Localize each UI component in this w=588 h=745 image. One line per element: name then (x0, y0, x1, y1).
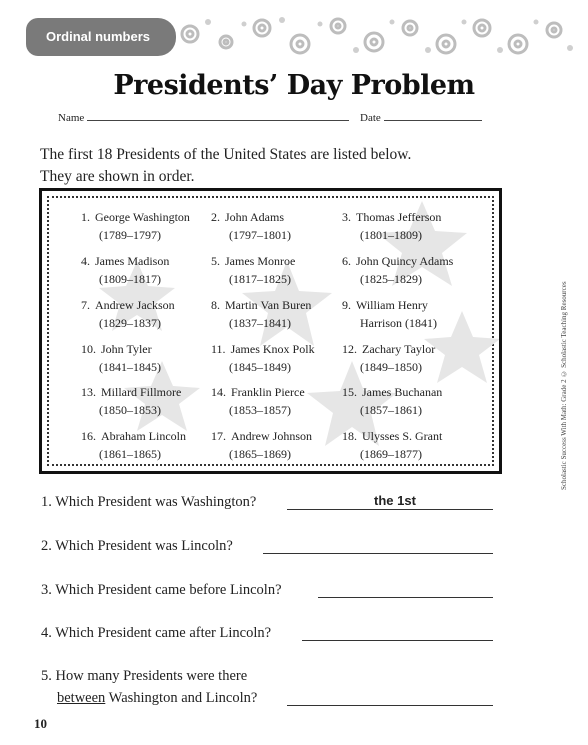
president-number: 11. (211, 342, 226, 356)
president-years: (1825–1829) (360, 272, 422, 286)
question-4: 4. Which President came after Lincoln? (41, 625, 272, 641)
president-entry (211, 427, 312, 463)
president-name: William Henry (356, 298, 428, 312)
question-5-rest: Washington and Lincoln? (105, 690, 258, 706)
president-entry (342, 252, 453, 288)
president-name: Andrew Jackson (95, 298, 175, 312)
intro-line-2: They are shown in order. (40, 168, 195, 185)
president-name: Millard Fillmore (101, 385, 182, 399)
president-name: Ulysses S. Grant (362, 429, 443, 443)
president-number: 17. (211, 429, 226, 443)
president-entry (211, 340, 315, 376)
president-entry (342, 208, 441, 244)
president-name: John Tyler (101, 342, 152, 356)
president-name: James Buchanan (362, 385, 443, 399)
president-years: (1801–1809) (360, 228, 422, 242)
swirl-decoration-icon (178, 14, 578, 56)
president-name: Zachary Taylor (362, 342, 436, 356)
president-years: (1865–1869) (229, 447, 291, 461)
between-word: between (57, 690, 106, 706)
answer-line-4[interactable] (302, 640, 493, 641)
president-years: (1789–1797) (99, 228, 161, 242)
president-name: Thomas Jefferson (356, 210, 442, 224)
president-number: 9. (342, 298, 351, 312)
president-years: (1797–1801) (229, 228, 291, 242)
side-credit: Scholastic Success With Math: Grade 2 © Scholastic Teaching Resources (560, 281, 568, 490)
president-years: (1861–1865) (99, 447, 161, 461)
page-number: 10 (34, 716, 47, 731)
name-label: Name (58, 112, 85, 124)
president-number: 2. (211, 210, 220, 224)
president-number: 14. (211, 385, 226, 399)
president-years: (1809–1817) (99, 272, 161, 286)
president-number: 10. (81, 342, 96, 356)
answer-line-3[interactable] (318, 597, 493, 598)
answer-line-5[interactable] (287, 705, 493, 706)
president-name: James Monroe (225, 254, 296, 268)
president-years: (1845–1849) (229, 360, 291, 374)
president-name: George Washington (95, 210, 190, 224)
answer-line-1[interactable] (287, 509, 493, 510)
president-name: James Madison (95, 254, 170, 268)
question-1: 1. Which President was Washington? (41, 494, 257, 510)
president-years: (1837–1841) (229, 316, 291, 330)
question-5-line-1: 5. How many Presidents were there (41, 668, 248, 684)
question-3: 3. Which President came before Lincoln? (41, 582, 282, 598)
president-name: Abraham Lincoln (101, 429, 186, 443)
president-name: John Quincy Adams (356, 254, 454, 268)
answer-1: the 1st (374, 493, 416, 508)
president-entry (211, 208, 291, 244)
president-name: John Adams (225, 210, 285, 224)
president-years: (1869–1877) (360, 447, 422, 461)
president-entry (81, 340, 161, 376)
date-line[interactable] (384, 110, 482, 121)
intro-text (40, 144, 411, 188)
president-entry (211, 383, 305, 419)
president-entry (81, 208, 190, 244)
president-entry (342, 296, 437, 332)
name-line[interactable] (87, 110, 349, 121)
president-name: Franklin Pierce (231, 385, 305, 399)
president-entry (81, 296, 175, 332)
president-years: (1817–1825) (229, 272, 291, 286)
president-number: 13. (81, 385, 96, 399)
name-field[interactable] (58, 110, 349, 124)
president-number: 18. (342, 429, 357, 443)
president-number: 15. (342, 385, 357, 399)
president-years: Harrison (1841) (360, 316, 437, 330)
date-label: Date (360, 112, 381, 124)
president-number: 3. (342, 210, 351, 224)
question-5-line-2 (57, 690, 257, 707)
worksheet-title: Presidents’ Day Problem (113, 70, 475, 101)
president-entry (81, 252, 169, 288)
president-years: (1857–1861) (360, 403, 422, 417)
president-years: (1841–1845) (99, 360, 161, 374)
president-entry (81, 383, 181, 419)
president-number: 7. (81, 298, 90, 312)
president-number: 16. (81, 429, 96, 443)
president-entry (211, 252, 295, 288)
president-years: (1853–1857) (229, 403, 291, 417)
date-field[interactable] (360, 110, 482, 124)
president-years: (1849–1850) (360, 360, 422, 374)
president-entry (81, 427, 186, 463)
president-entry (342, 383, 442, 419)
president-number: 1. (81, 210, 90, 224)
answer-line-2[interactable] (263, 553, 493, 554)
president-entry (342, 340, 435, 376)
president-name: Martin Van Buren (225, 298, 312, 312)
president-entry (211, 296, 311, 332)
president-number: 5. (211, 254, 220, 268)
president-name: Andrew Johnson (231, 429, 312, 443)
section-tab (26, 18, 176, 56)
president-number: 6. (342, 254, 351, 268)
president-name: James Knox Polk (230, 342, 315, 356)
president-number: 12. (342, 342, 357, 356)
president-number: 4. (81, 254, 90, 268)
section-tab-label: Ordinal numbers (46, 29, 151, 44)
president-number: 8. (211, 298, 220, 312)
president-entry (342, 427, 442, 463)
question-2: 2. Which President was Lincoln? (41, 538, 233, 554)
intro-line-1: The first 18 Presidents of the United States are listed below. (40, 146, 412, 163)
president-years: (1829–1837) (99, 316, 161, 330)
president-years: (1850–1853) (99, 403, 161, 417)
